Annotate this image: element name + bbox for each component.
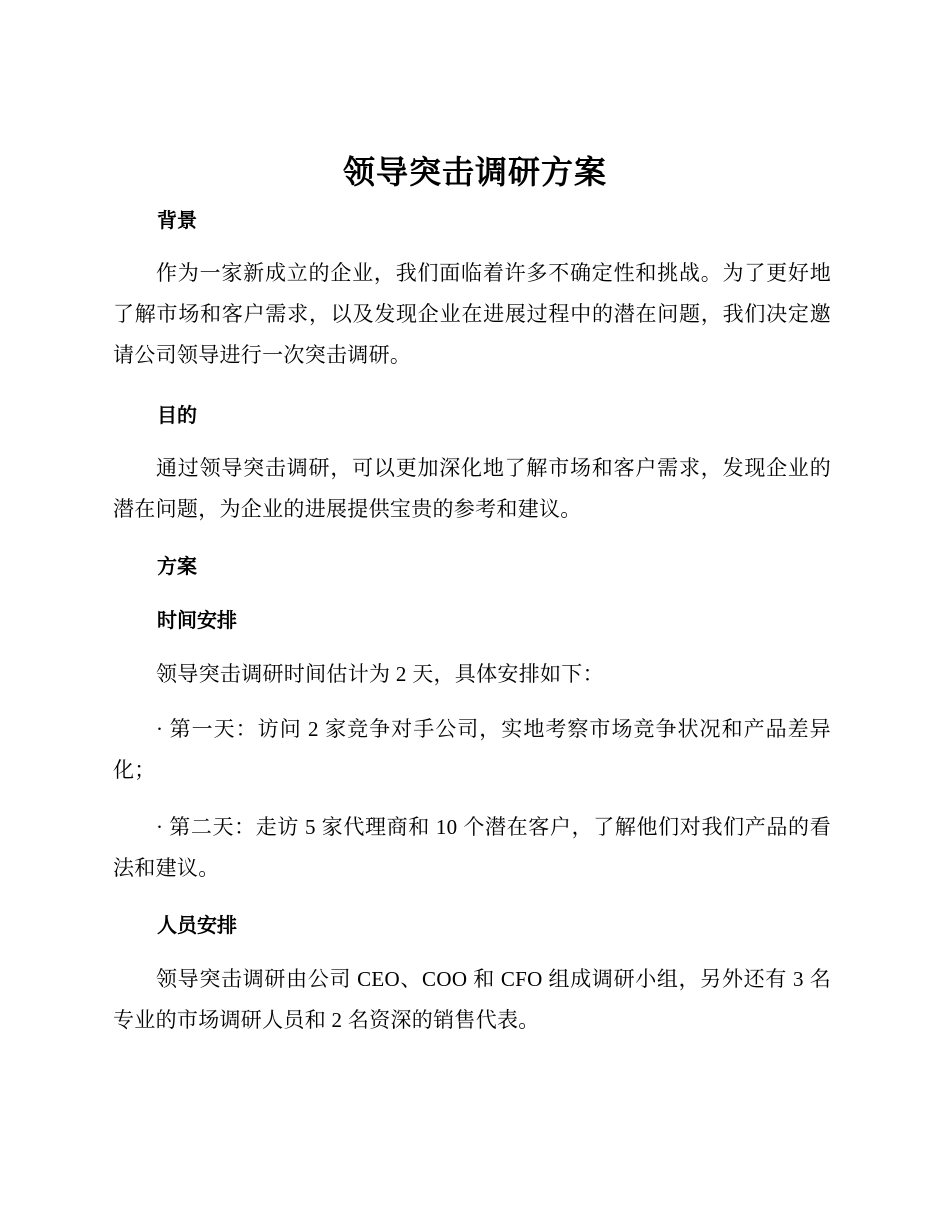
plan-heading: 方案: [157, 554, 197, 578]
day-one-list-item: · 第一天：访问 2 家竞争对手公司，实地考察市场竞争状况和产品差异化；: [113, 717, 831, 782]
schedule-intro-paragraph: 领导突击调研时间估计为 2 天，具体安排如下：: [156, 662, 604, 686]
document-title: 领导突击调研方案: [342, 153, 607, 191]
day-two-list-item: · 第二天：走访 5 家代理商和 10 个潜在客户，了解他们对我们产品的看法和建议。: [113, 815, 831, 880]
staffing-heading: 人员安排: [157, 913, 237, 937]
background-heading: 背景: [157, 208, 197, 232]
purpose-heading: 目的: [157, 403, 197, 427]
background-paragraph: 作为一家新成立的企业，我们面临着许多不确定性和挑战。为了更好地了解市场和客户需求，以及发现企业在进展过程中的潜在问题，我们决定邀请公司领导进行一次突击调研。: [113, 261, 831, 367]
staffing-paragraph: 领导突击调研由公司 CEO、COO 和 CFO 组成调研小组，另外还有 3 名专业的市场调研人员和 2 名资深的销售代表。: [113, 967, 831, 1032]
purpose-paragraph: 通过领导突击调研，可以更加深化地了解市场和客户需求，发现企业的潜在问题，为企业的进展提供宝贵的参考和建议。: [113, 456, 831, 521]
schedule-heading: 时间安排: [157, 608, 237, 632]
